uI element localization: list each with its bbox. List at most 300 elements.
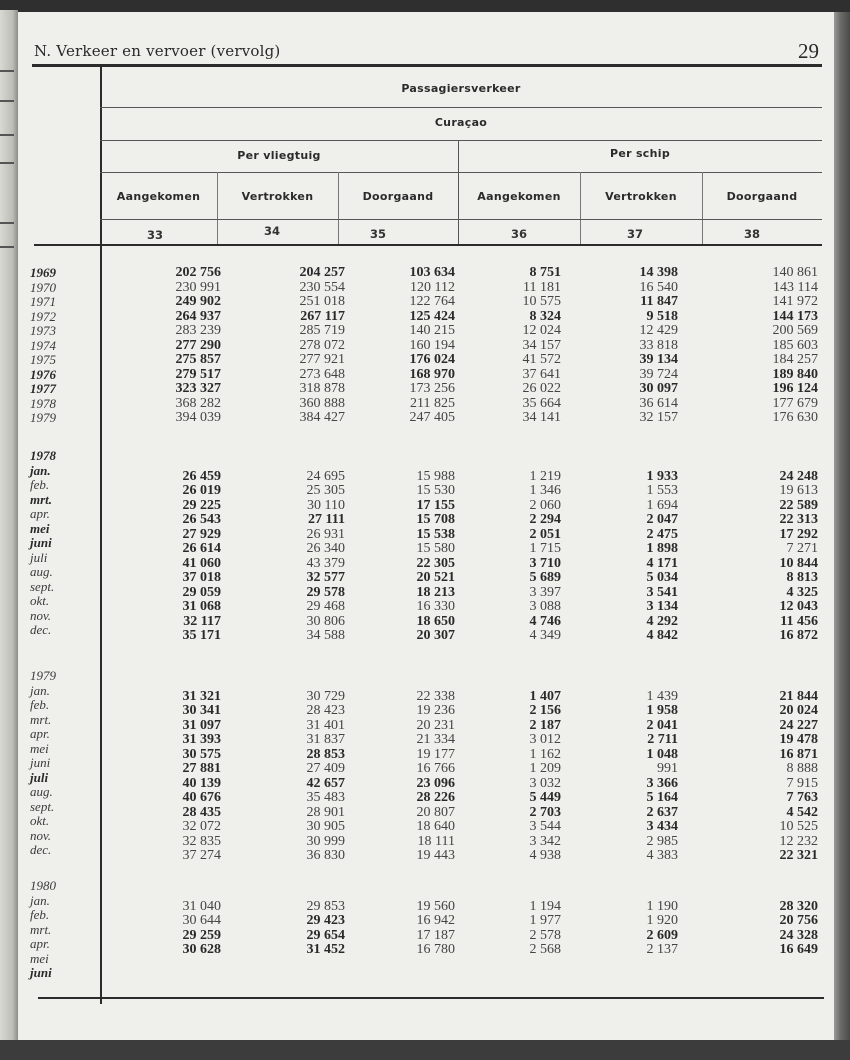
row-label: 1970 <box>30 279 56 295</box>
table-cell: 29 654 <box>306 927 345 943</box>
row-label: aug. <box>30 564 53 579</box>
table-cell: 18 640 <box>416 819 455 834</box>
table-cell: 30 999 <box>306 833 345 849</box>
row-label: 1969 <box>30 265 56 280</box>
table-cell: 1 933 <box>646 468 678 484</box>
table-cell: 2 051 <box>529 526 561 542</box>
table-cell: 23 096 <box>416 775 455 791</box>
table-cell: 189 840 <box>772 366 818 382</box>
table-cell: 31 401 <box>306 717 345 733</box>
table-cell: 141 972 <box>772 294 818 309</box>
table-cell: 26 019 <box>182 483 221 498</box>
row-label: jan. <box>30 892 50 908</box>
table-cell: 1 439 <box>646 688 678 704</box>
table-cell: 176 024 <box>409 352 455 367</box>
table-cell: 34 588 <box>306 628 345 643</box>
table-cell: 273 648 <box>299 366 345 382</box>
row-label: sept. <box>30 578 55 594</box>
table-cell: 10 844 <box>779 555 818 571</box>
table-cell: 42 657 <box>306 775 345 791</box>
row-label: apr. <box>30 936 50 951</box>
region-header: Curaçao <box>434 116 488 129</box>
table-cell: 16 780 <box>416 942 455 957</box>
table-cell: 7 915 <box>786 775 818 791</box>
top-thick-rule <box>32 64 822 67</box>
table-cell: 2 041 <box>646 717 678 733</box>
table-cell: 12 024 <box>522 323 561 338</box>
col-header-departed-ship: Vertrokken <box>605 190 677 203</box>
table-cell: 1 898 <box>646 541 678 556</box>
table-cell: 2 609 <box>646 927 678 943</box>
table-cell: 1 407 <box>529 688 561 704</box>
table-cell: 41 060 <box>182 555 221 571</box>
row-label: feb. <box>30 697 50 712</box>
table-cell: 360 888 <box>299 395 345 411</box>
table-cell: 5 034 <box>646 570 678 585</box>
table-cell: 125 424 <box>409 308 455 324</box>
table-cell: 24 695 <box>306 468 345 484</box>
row-label: apr. <box>30 506 50 521</box>
table-cell: 3 397 <box>529 584 561 600</box>
table-cell: 275 857 <box>175 352 221 367</box>
table-cell: 16 766 <box>416 761 455 776</box>
table-cell: 11 181 <box>523 279 561 295</box>
section-heading: 1979 <box>30 668 56 683</box>
table-cell: 185 603 <box>772 337 818 353</box>
table-cell: 35 171 <box>182 628 221 643</box>
table-cell: 1 553 <box>646 483 678 498</box>
table-cell: 35 664 <box>522 395 561 411</box>
table-cell: 204 257 <box>299 265 345 280</box>
table-cell: 15 988 <box>416 468 455 484</box>
table-cell: 264 937 <box>175 308 221 324</box>
table-cell: 10 525 <box>779 819 818 834</box>
adjacent-page-edge <box>0 10 18 1040</box>
table-cell: 17 155 <box>416 497 455 513</box>
table-cell: 4 349 <box>529 628 561 643</box>
table-cell: 17 187 <box>416 927 455 943</box>
table-cell: 29 225 <box>182 497 221 513</box>
table-cell: 27 111 <box>308 512 345 527</box>
col-number: 33 <box>146 228 163 242</box>
col-number: 35 <box>369 227 386 241</box>
table-cell: 3 366 <box>646 775 678 791</box>
table-cell: 29 578 <box>306 584 345 600</box>
rule-under-group <box>100 107 822 108</box>
table-cell: 200 569 <box>772 323 818 338</box>
col-header-arrived-air: Aangekomen <box>116 190 201 203</box>
row-label: 1977 <box>30 381 56 396</box>
table-cell: 26 614 <box>182 541 221 556</box>
table-cell: 28 853 <box>306 746 345 762</box>
row-label: mrt. <box>30 491 53 507</box>
table-cell: 249 902 <box>175 294 221 309</box>
page-number: 29 <box>798 39 819 63</box>
table-cell: 140 215 <box>409 323 455 338</box>
table-cell: 32 577 <box>306 570 345 585</box>
table-cell: 32 117 <box>183 613 221 629</box>
table-cell: 39 134 <box>639 352 678 367</box>
table-cell: 3 088 <box>529 599 561 614</box>
table-cell: 33 818 <box>639 337 678 353</box>
row-label: juni <box>30 535 52 550</box>
table-cell: 16 942 <box>416 913 455 928</box>
row-label: feb. <box>30 907 50 922</box>
table-cell: 160 194 <box>409 337 455 353</box>
table-cell: 29 259 <box>182 927 221 943</box>
table-cell: 18 213 <box>416 584 455 600</box>
table-cell: 28 320 <box>779 898 818 914</box>
table-cell: 30 729 <box>306 688 345 704</box>
table-cell: 34 157 <box>522 337 561 353</box>
table-cell: 4 542 <box>786 804 818 820</box>
table-cell: 16 649 <box>779 942 818 957</box>
table-cell: 17 292 <box>779 526 818 542</box>
table-cell: 30 575 <box>182 746 221 762</box>
table-cell: 1 346 <box>529 483 561 498</box>
table-cell: 1 958 <box>646 703 678 718</box>
row-label: 1979 <box>30 410 56 425</box>
table-cell: 31 837 <box>306 732 345 747</box>
table-cell: 30 628 <box>182 942 221 957</box>
table-cell: 277 921 <box>299 352 345 367</box>
row-label: sept. <box>30 798 55 814</box>
table-cell: 8 888 <box>786 761 818 776</box>
row-label: mei <box>30 950 49 966</box>
table-cell: 31 452 <box>306 942 345 957</box>
table-cell: 2 187 <box>529 717 561 733</box>
section-title: N. Verkeer en vervoer (vervolg) <box>34 42 281 60</box>
table-cell: 16 872 <box>779 628 818 643</box>
table-cell: 11 456 <box>780 613 818 629</box>
section-heading: 1978 <box>30 448 56 463</box>
table-cell: 28 423 <box>306 703 345 718</box>
table-cell: 1 219 <box>529 468 561 484</box>
table-cell: 1 194 <box>529 898 561 914</box>
table-cell: 20 231 <box>416 717 455 733</box>
table-cell: 36 614 <box>639 395 678 411</box>
table-cell: 2 985 <box>646 833 678 849</box>
row-label: juli <box>30 769 49 785</box>
table-cell: 323 327 <box>175 381 221 396</box>
col-number: 36 <box>510 227 527 241</box>
table-cell: 277 290 <box>175 337 221 353</box>
table-cell: 4 938 <box>529 848 561 863</box>
table-cell: 251 018 <box>299 294 345 309</box>
table-cell: 1 209 <box>529 761 561 776</box>
table-cell: 30 110 <box>307 497 345 513</box>
table-cell: 32 835 <box>182 833 221 849</box>
table-cell: 1 715 <box>529 541 561 556</box>
row-label: 1972 <box>30 308 56 324</box>
table-cell: 19 177 <box>416 746 455 762</box>
table-cell: 394 039 <box>175 410 221 425</box>
row-label: 1971 <box>30 294 56 309</box>
row-label: mei <box>30 740 49 756</box>
table-cell: 40 676 <box>182 790 221 805</box>
table-cell: 22 338 <box>416 688 455 704</box>
table-cell: 3 710 <box>529 555 561 571</box>
scan-right-edge <box>834 12 850 1060</box>
table-cell: 122 764 <box>409 294 455 309</box>
table-cell: 3 012 <box>529 732 561 747</box>
row-label: mrt. <box>30 711 52 727</box>
table-cell: 24 248 <box>779 468 818 484</box>
table-cell: 26 459 <box>182 468 221 484</box>
table-cell: 24 328 <box>779 927 818 943</box>
table-cell: 4 325 <box>786 584 818 600</box>
table-cell: 30 341 <box>182 703 221 718</box>
table-cell: 34 141 <box>522 410 561 425</box>
table-cell: 28 435 <box>182 804 221 820</box>
stub-column-divider <box>100 66 102 1004</box>
col-number: 34 <box>263 224 280 238</box>
table-cell: 27 881 <box>182 761 221 776</box>
mode-header-ship: Per schip <box>609 147 671 160</box>
table-cell: 36 830 <box>306 848 345 863</box>
table-cell: 21 334 <box>416 732 455 747</box>
table-cell: 202 756 <box>175 265 221 280</box>
table-cell: 4 292 <box>646 613 678 629</box>
table-cell: 4 383 <box>646 848 678 863</box>
table-cell: 24 227 <box>779 717 818 733</box>
table-cell: 2 137 <box>646 942 678 957</box>
group-header: Passagiersverkeer <box>401 82 521 95</box>
row-label: juni <box>30 965 52 980</box>
rule-under-col-numbers <box>34 244 822 246</box>
row-label: juli <box>30 549 48 565</box>
table-cell: 8 813 <box>786 570 818 585</box>
table-cell: 29 423 <box>306 913 345 928</box>
col-header-transit-ship: Doorgaand <box>726 190 798 203</box>
table-cell: 283 239 <box>175 323 221 338</box>
table-cell: 18 650 <box>416 613 455 629</box>
table-cell: 20 807 <box>416 804 455 820</box>
table-cell: 37 018 <box>182 570 221 585</box>
rule-under-region <box>100 140 822 141</box>
table-cell: 12 429 <box>639 323 678 338</box>
document-page <box>18 12 834 1042</box>
row-label: okt. <box>30 813 50 828</box>
table-cell: 2 568 <box>529 942 561 957</box>
col-number: 38 <box>743 227 760 241</box>
table-cell: 3 342 <box>529 833 561 849</box>
table-cell: 3 541 <box>646 584 678 600</box>
row-label: mei <box>30 520 50 536</box>
table-cell: 1 048 <box>646 746 678 762</box>
table-cell: 26 022 <box>522 381 561 396</box>
table-cell: 26 340 <box>306 541 345 556</box>
table-cell: 30 097 <box>639 381 678 396</box>
table-cell: 143 114 <box>773 279 818 295</box>
table-cell: 19 443 <box>416 848 455 863</box>
mode-header-air: Per vliegtuig <box>237 149 321 162</box>
table-cell: 20 307 <box>416 628 455 643</box>
table-cell: 37 641 <box>522 366 561 382</box>
table-cell: 3 134 <box>646 599 678 614</box>
table-cell: 10 575 <box>522 294 561 309</box>
row-label: 1975 <box>30 352 56 367</box>
table-cell: 27 409 <box>306 761 345 776</box>
table-cell: 16 540 <box>639 279 678 295</box>
table-cell: 30 806 <box>306 613 345 629</box>
table-cell: 991 <box>657 761 678 776</box>
table-cell: 4 171 <box>646 555 678 571</box>
table-cell: 279 517 <box>175 366 221 382</box>
table-cell: 32 157 <box>639 410 678 425</box>
table-cell: 29 059 <box>182 584 221 600</box>
table-cell: 368 282 <box>175 395 221 411</box>
row-label: jan. <box>30 462 51 478</box>
table-cell: 8 751 <box>529 265 561 280</box>
table-cell: 20 521 <box>416 570 455 585</box>
table-cell: 184 257 <box>772 352 818 367</box>
table-cell: 29 468 <box>306 599 345 614</box>
table-cell: 5 689 <box>529 570 561 585</box>
table-cell: 15 538 <box>416 526 455 542</box>
table-cell: 120 112 <box>410 279 455 295</box>
table-cell: 5 449 <box>529 790 561 805</box>
table-cell: 4 842 <box>646 628 678 643</box>
table-cell: 35 483 <box>306 790 345 805</box>
table-cell: 103 634 <box>409 265 455 280</box>
table-cell: 211 825 <box>410 395 455 411</box>
table-cell: 11 847 <box>640 294 678 309</box>
row-label: dec. <box>30 622 52 637</box>
row-label: nov. <box>30 827 52 843</box>
table-cell: 9 518 <box>646 308 678 324</box>
table-cell: 19 236 <box>416 703 455 718</box>
row-label: okt. <box>30 593 50 608</box>
row-label: feb. <box>30 477 50 492</box>
col-header-arrived-ship: Aangekomen <box>477 190 561 203</box>
table-cell: 8 324 <box>529 308 561 324</box>
table-cell: 19 560 <box>416 898 455 914</box>
row-label: mrt. <box>30 921 52 937</box>
col-header-departed-air: Vertrokken <box>241 190 314 203</box>
table-cell: 15 530 <box>416 483 455 498</box>
table-cell: 1 920 <box>646 913 678 928</box>
table-cell: 20 024 <box>779 703 818 718</box>
table-cell: 196 124 <box>772 381 818 396</box>
scan-bottom-edge <box>0 1040 850 1060</box>
table-cell: 16 871 <box>779 746 818 762</box>
table-cell: 2 711 <box>647 732 678 747</box>
table-cell: 144 173 <box>772 308 818 324</box>
table-cell: 5 164 <box>646 790 678 805</box>
table-cell: 285 719 <box>299 323 345 338</box>
table-cell: 2 637 <box>646 804 678 820</box>
table-cell: 168 970 <box>409 366 455 382</box>
table-cell: 2 475 <box>646 526 678 542</box>
table-cell: 30 644 <box>182 913 221 928</box>
table-cell: 26 931 <box>306 526 345 542</box>
table-cell: 267 117 <box>300 308 345 324</box>
row-label: 1973 <box>30 323 56 338</box>
row-label: jan. <box>30 682 50 698</box>
row-label: 1978 <box>30 395 56 411</box>
table-cell: 2 578 <box>529 927 561 943</box>
table-cell: 12 232 <box>779 833 818 849</box>
table-cell: 2 294 <box>529 512 561 527</box>
table-cell: 31 393 <box>182 732 221 747</box>
table-cell: 2 156 <box>529 703 561 718</box>
table-cell: 230 991 <box>175 279 221 295</box>
table-cell: 31 097 <box>182 717 221 733</box>
row-label: juni <box>30 755 51 770</box>
table-cell: 31 068 <box>182 599 221 614</box>
table-cell: 4 746 <box>529 613 561 629</box>
table-cell: 3 032 <box>529 775 561 791</box>
table-cell: 2 703 <box>529 804 561 820</box>
table-cell: 1 190 <box>646 898 678 914</box>
table-cell: 31 321 <box>182 688 221 704</box>
table-cell: 15 708 <box>416 512 455 527</box>
section-heading: 1980 <box>30 878 56 893</box>
scan-top-edge <box>0 0 850 12</box>
table-cell: 230 554 <box>299 279 345 295</box>
table-cell: 1 977 <box>529 913 561 928</box>
col-number: 37 <box>626 227 643 241</box>
table-cell: 30 905 <box>306 819 345 834</box>
table-cell: 140 861 <box>772 265 818 280</box>
table-cell: 12 043 <box>779 599 818 614</box>
table-cell: 26 543 <box>182 512 221 527</box>
table-cell: 22 313 <box>779 512 818 527</box>
row-label: aug. <box>30 784 53 799</box>
table-cell: 25 305 <box>306 483 345 498</box>
row-label: dec. <box>30 842 52 857</box>
table-cell: 21 844 <box>779 688 818 704</box>
table-cell: 177 679 <box>772 395 818 411</box>
bottom-rule <box>38 997 824 999</box>
table-cell: 247 405 <box>409 410 455 425</box>
table-cell: 18 111 <box>417 833 455 849</box>
table-cell: 29 853 <box>306 898 345 914</box>
table-cell: 1 694 <box>646 497 678 513</box>
table-cell: 1 162 <box>529 746 561 762</box>
table-cell: 7 763 <box>786 790 818 805</box>
table-cell: 41 572 <box>522 352 561 367</box>
table-cell: 2 047 <box>646 512 678 527</box>
table-cell: 22 589 <box>779 497 818 513</box>
table-cell: 7 271 <box>786 541 818 556</box>
table-cell: 16 330 <box>416 599 455 614</box>
table-cell: 40 139 <box>182 775 221 791</box>
table-cell: 28 226 <box>416 790 455 805</box>
table-cell: 39 724 <box>639 366 678 382</box>
table-cell: 27 929 <box>182 526 221 542</box>
row-label: nov. <box>30 607 52 623</box>
table-cell: 176 630 <box>772 410 818 425</box>
table-cell: 173 256 <box>409 381 455 396</box>
table-cell: 318 878 <box>299 381 345 396</box>
table-cell: 19 478 <box>779 732 818 747</box>
table-cell: 31 040 <box>182 898 221 914</box>
row-label: apr. <box>30 726 50 741</box>
table-cell: 3 544 <box>529 819 561 834</box>
row-label: 1974 <box>30 337 56 353</box>
table-cell: 384 427 <box>299 410 345 425</box>
table-cell: 22 321 <box>779 848 818 863</box>
table-cell: 2 060 <box>529 497 561 513</box>
table-cell: 28 901 <box>306 804 345 820</box>
table-cell: 14 398 <box>639 265 678 280</box>
table-cell: 22 305 <box>416 555 455 571</box>
table-cell: 32 072 <box>182 819 221 834</box>
row-label: 1976 <box>30 366 56 382</box>
table-cell: 19 613 <box>779 483 818 498</box>
